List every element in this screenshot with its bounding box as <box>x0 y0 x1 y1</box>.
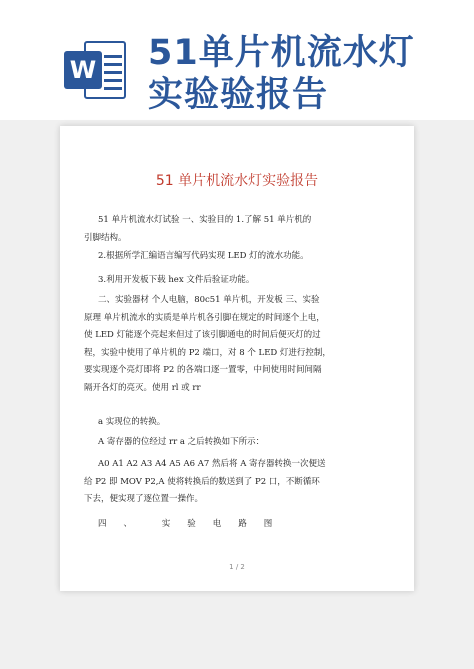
page-number: 1 / 2 <box>229 563 245 571</box>
banner-title-line-1: 51单片机流水灯 <box>148 33 415 73</box>
body-paragraph <box>84 434 390 452</box>
paragraph-line: 要实现逐个亮灯即将 P2 的各端口逐一置零，中间使用时间间隔 <box>84 365 322 375</box>
body-paragraph <box>84 414 390 432</box>
paragraph-line: A0 A1 A2 A3 A4 A5 A6 A7 然后将 A 寄存器转换一次便送 <box>98 459 326 469</box>
body-paragraph <box>84 516 390 534</box>
document-title: 51 单片机流水灯实验报告 <box>155 173 319 189</box>
paragraph-line: 引脚结构。 <box>84 232 127 243</box>
paragraph-line: a 实现位的转换。 <box>98 417 166 427</box>
paragraph-line: 下去，便实现了逐位置一操作。 <box>84 494 204 504</box>
word-letter-tile: W <box>64 51 102 89</box>
body-paragraph <box>84 292 390 397</box>
document-page <box>60 126 414 591</box>
body-paragraph <box>84 456 390 509</box>
paragraph-line: 四 、 实 验 电 路 图 <box>98 519 273 529</box>
banner-title <box>148 32 415 116</box>
word-document-icon <box>64 37 128 103</box>
paragraph-line: 二、实验器材 个人电脑，80c51 单片机，开发板 三、实验 <box>98 295 320 305</box>
body-paragraph <box>84 272 390 290</box>
paragraph-line: 给 P2 即 MOV P2,A 使将转换后的数送到了 P2 口，不断循环 <box>84 476 320 487</box>
paragraph-line: 51 单片机流水灯试验 一、实验目的 1.了解 51 单片机的 <box>98 215 312 225</box>
paragraph-line: 原理 单片机流水的实质是单片机各引脚在规定的时间逐个上电， <box>84 312 325 323</box>
paragraph-line: 2.根据所学汇编语言编写代码实现 LED 灯的流水功能。 <box>98 251 309 261</box>
header-banner <box>0 0 474 120</box>
paragraph-line: 3.利用开发板下载 hex 文件后验证功能。 <box>98 275 255 285</box>
paragraph-line: 使 LED 灯能逐个亮起来但过了该引脚通电的时间后便灭灯的过 <box>84 330 321 340</box>
paragraph-line: 程，实验中使用了单片机的 P2 端口，对 8 个 LED 灯进行控制， <box>84 347 331 358</box>
paragraph-line: A 寄存器的位经过 rr a 之后转换如下所示： <box>98 437 265 447</box>
body-paragraph <box>84 212 390 247</box>
body-paragraph <box>84 248 390 266</box>
banner-title-line-2: 实验验报告 <box>148 75 329 115</box>
paragraph-line: 隔开各灯的亮灭。使用 rl 或 rr <box>84 382 201 393</box>
